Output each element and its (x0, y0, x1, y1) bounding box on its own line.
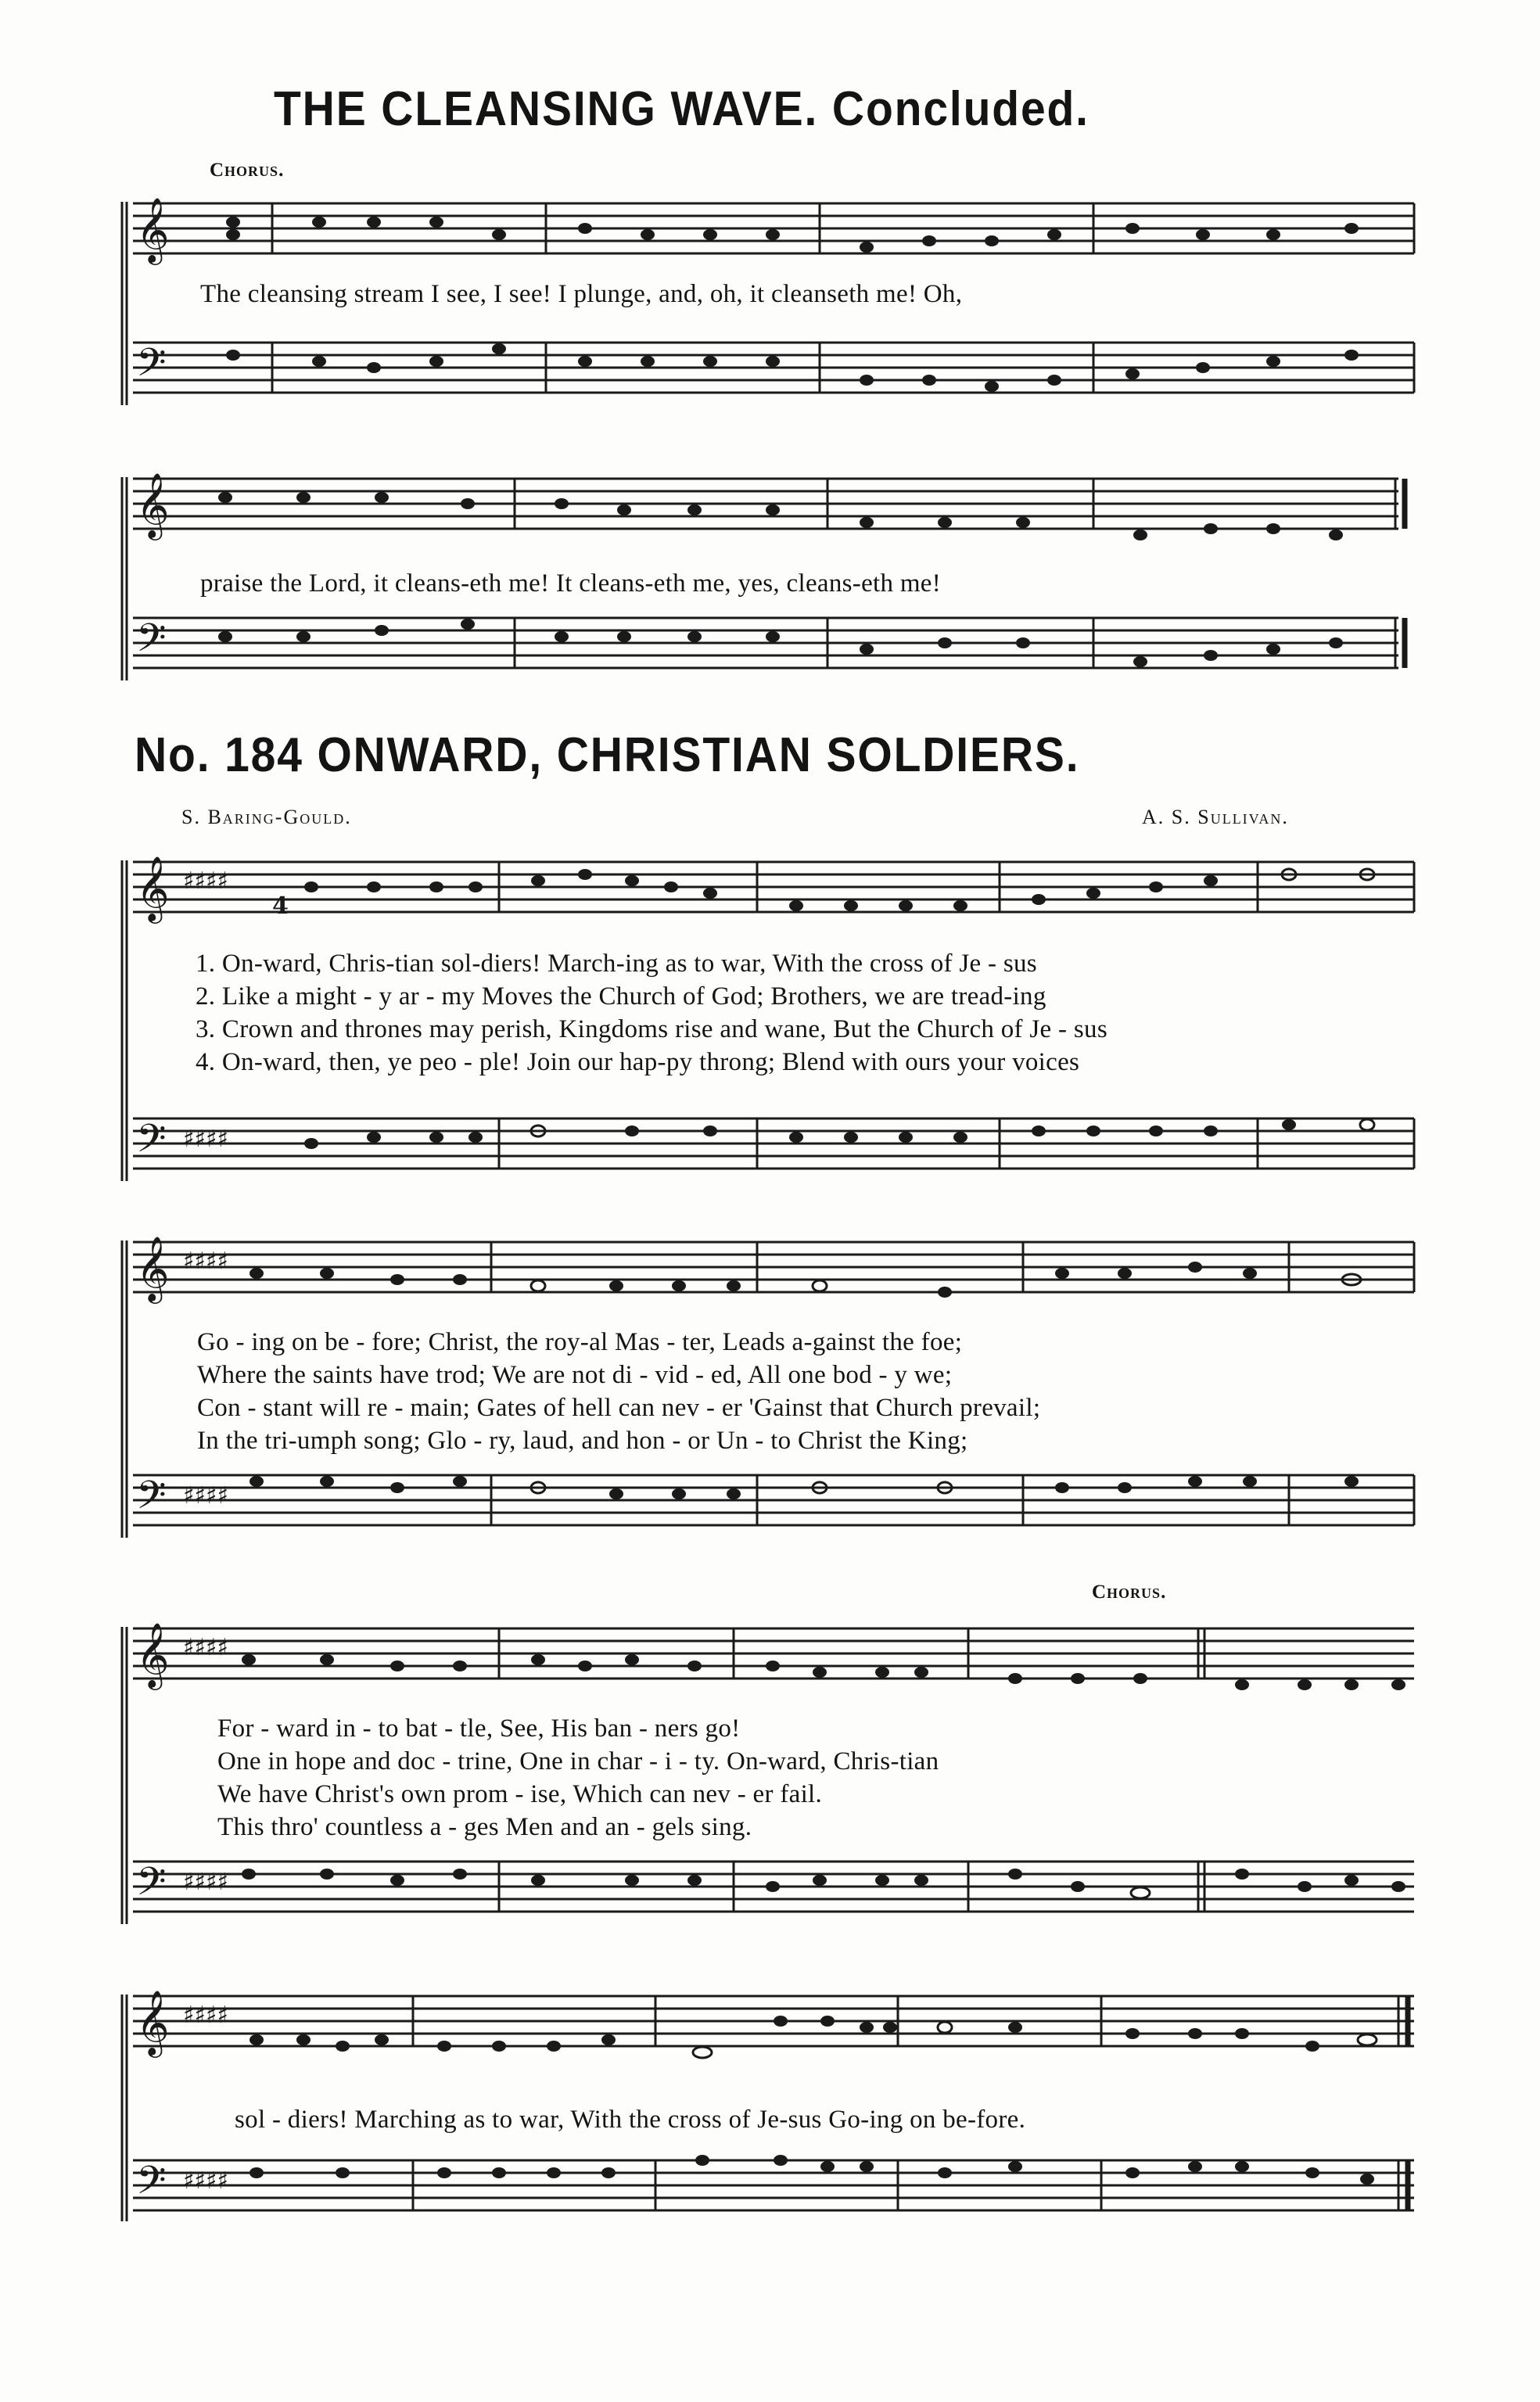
hymn-2-sys3-verse-4: This thro' countless a - ges Men and an - gels sing. (217, 1813, 752, 1841)
composer-credit: A. S. Sullivan. (1142, 806, 1289, 828)
svg-text:𝄞: 𝄞 (136, 1235, 170, 1301)
hymn-2-sys3-verse-3: We have Christ's own prom - ise, Which can nev - er fail. (217, 1780, 823, 1808)
svg-text:𝄞: 𝄞 (136, 472, 170, 537)
svg-text:𝄞: 𝄞 (136, 1989, 170, 2055)
svg-text:♯♯♯♯: ♯♯♯♯ (183, 867, 229, 895)
svg-text:𝄢: 𝄢 (136, 340, 167, 395)
hymn-2-sys1-verse-3: 3. Crown and thrones may perish, Kingdoms rise and wane, But the Church of Je - sus (196, 1015, 1107, 1043)
hymn-2-chorus-label: Chorus. (1092, 1582, 1167, 1603)
svg-text:♯♯♯♯: ♯♯♯♯ (183, 2002, 229, 2029)
hymn-2-title: No. 184 ONWARD, CHRISTIAN SOLDIERS. (135, 728, 1080, 782)
svg-text:𝄢: 𝄢 (136, 1473, 167, 1528)
svg-text:♯♯♯♯: ♯♯♯♯ (183, 2167, 229, 2195)
hymn-1-chorus-label: Chorus. (210, 160, 285, 181)
svg-text:♯♯♯♯: ♯♯♯♯ (183, 1482, 229, 1510)
hymn-2-sys1-verse-4: 4. On-ward, then, ye peo - ple! Join our hap-py throng; Blend with ours your voices (196, 1048, 1080, 1076)
hymn-2-sys2-verse-1: Go - ing on be - fore; Christ, the roy-al Mas - ter, Leads a-gainst the foe; (197, 1328, 963, 1356)
svg-text:𝄢: 𝄢 (136, 1859, 167, 1914)
author-credit: S. Baring-Gould. (181, 806, 352, 828)
hymn-2-sys2-verse-3: Con - stant will re - main; Gates of hell can nev - er 'Gainst that Church prevail; (197, 1394, 1041, 1422)
svg-text:𝄢: 𝄢 (136, 2158, 167, 2213)
svg-text:𝄞: 𝄞 (136, 196, 170, 262)
hymn-1-title: THE CLEANSING WAVE. Concluded. (274, 82, 1089, 136)
svg-text:𝄞: 𝄞 (136, 855, 170, 921)
hymn-2-sys1-verse-2: 2. Like a might - y ar - my Moves the Church of God; Brothers, we are tread-ing (196, 982, 1046, 1011)
svg-text:♯♯♯♯: ♯♯♯♯ (183, 1126, 229, 1153)
svg-text:♯♯♯♯: ♯♯♯♯ (183, 1248, 229, 1275)
hymn-2-sys2-verse-4: In the tri-umph song; Glo - ry, laud, and hon - or Un - to Christ the King; (197, 1427, 968, 1455)
svg-text:𝄢: 𝄢 (136, 1116, 167, 1171)
svg-text:𝄢: 𝄢 (136, 616, 167, 670)
svg-text:4: 4 (272, 892, 289, 920)
hymn-2-sys1-verse-1: 1. On-ward, Chris-tian sol-diers! March-ing as to war, With the cross of Je - sus (196, 950, 1037, 978)
svg-text:𝄞: 𝄞 (136, 1621, 170, 1687)
hymn-1-lyric-line-2: praise the Lord, it cleans-eth me! It cleans-eth me, yes, cleans-eth me! (200, 569, 942, 598)
svg-text:♯♯♯♯: ♯♯♯♯ (183, 1634, 229, 1661)
hymn-2-sys2-verse-2: Where the saints have trod; We are not di - vid - ed, All one bod - y we; (197, 1361, 953, 1389)
hymn-2-sys3-verse-1: For - ward in - to bat - tle, See, His ban - ners go! (217, 1714, 741, 1743)
hymn-2-sys4-lyric: sol - diers! Marching as to war, With the cross of Je-sus Go-ing on be-fore. (235, 2106, 1026, 2134)
hymn-2-sys3-verse-2: One in hope and doc - trine, One in char - i - ty. On-ward, Chris-tian (217, 1747, 939, 1775)
hymn-1-lyric-line-1: The cleansing stream I see, I see! I plunge, and, oh, it cleanseth me! Oh, (200, 280, 963, 308)
svg-text:♯♯♯♯: ♯♯♯♯ (183, 1869, 229, 1896)
